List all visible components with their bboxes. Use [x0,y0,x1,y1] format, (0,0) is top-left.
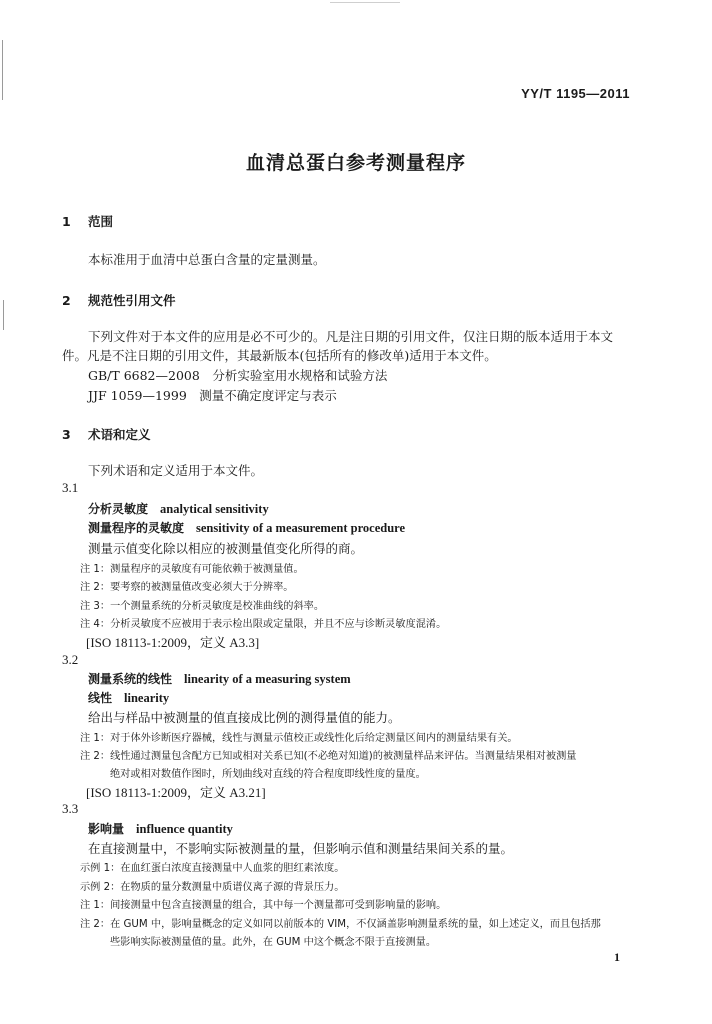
normative-reference: JJF 1059—1999 测量不确定度评定与表示 [88,388,337,403]
term-zh: 测量系统的线性 [88,672,173,686]
scan-speck [3,300,4,330]
term-note-continued: 绝对或相对数值作图时，所划曲线对直线的符合程度即线性度的量度。 [110,769,426,780]
section-number: 1 [62,214,71,229]
section-1-heading [62,212,113,230]
term-note-continued: 些影响实际被测量值的量。此外，在 GUM 中这个概念不限于直接测量。 [110,937,437,948]
standard-code: YY/T 1195—2011 [521,86,630,101]
section-number: 2 [62,293,71,308]
term-note: 注 1：测量程序的灵敏度有可能依赖于被测量值。 [80,564,304,575]
clause-number: 3.1 [62,480,79,495]
term-note: 注 1：对于体外诊断医疗器械，线性与测量示值校正或线性化后给定测量区间内的测量结果有关。 [80,733,518,744]
term-definition: 测量示值变化除以相应的被测量值变化所得的商。 [88,541,364,556]
term-entry [88,820,233,837]
page-number: 1 [614,950,620,964]
term-note: 注 2：线性通过测量包含配方已知或相对关系已知(不必绝对知道)的被测量样品来评估。当测量结果相对被测量 [80,751,577,762]
term-en: linearity of a measuring system [184,672,351,686]
term-source: [ISO 18113-1:2009，定义 A3.21] [86,785,266,800]
term-note: 注 3：一个测量系统的分析灵敏度是校准曲线的斜率。 [80,601,325,612]
term-zh: 测量程序的灵敏度 [88,521,185,535]
term-en: analytical sensitivity [160,502,269,516]
term-note: 注 2：在 GUM 中，影响量概念的定义如同以前版本的 VIM，不仅涵盖影响测量系统的量，如上述定义，而且包括那 [80,919,601,930]
term-example: 示例 1：在血红蛋白浓度直接测量中人血浆的胆红素浓度。 [80,863,345,874]
document-title: 血清总蛋白参考测量程序 [245,152,466,174]
scan-speck [330,2,400,3]
clause-number: 3.2 [62,652,79,667]
normative-reference: GB/T 6682—2008 分析实验室用水规格和试验方法 [88,368,388,383]
term-zh: 线性 [88,691,113,705]
term-entry [88,689,169,706]
term-zh: 分析灵敏度 [88,502,149,516]
term-en: sensitivity of a measurement procedure [196,521,406,535]
normative-paragraph-line-2: 件。凡是不注日期的引用文件，其最新版本(包括所有的修改单)适用于本文件。 [62,348,497,363]
term-zh: 影响量 [88,822,125,836]
section-2-heading [62,291,176,309]
term-entry [88,500,269,517]
term-entry [88,670,351,687]
terms-intro: 下列术语和定义适用于本文件。 [88,463,264,478]
term-source: [ISO 18113-1:2009，定义 A3.3] [86,635,260,650]
clause-number: 3.3 [62,801,79,816]
term-note: 注 2：要考察的被测量值改变必须大于分辨率。 [80,582,294,593]
term-definition: 给出与样品中被测量的值直接成比例的测得量值的能力。 [88,710,401,725]
normative-paragraph-line-1: 下列文件对于本文件的应用是必不可少的。凡是注日期的引用文件，仅注日期的版本适用于本文 [88,329,614,344]
section-title: 范围 [88,214,114,229]
term-en: influence quantity [136,822,233,836]
scan-speck [2,40,3,100]
section-title: 术语和定义 [88,427,151,442]
term-definition: 在直接测量中，不影响实际被测量的量，但影响示值和测量结果间关系的量。 [88,841,514,856]
term-example: 示例 2：在物质的量分数测量中质谱仪离子源的背景压力。 [80,882,345,893]
term-en: linearity [124,691,170,705]
term-note: 注 1：间接测量中包含直接测量的组合，其中每一个测量都可受到影响量的影响。 [80,900,447,911]
section-3-heading [62,425,151,443]
section-number: 3 [62,427,71,442]
term-entry [88,519,405,536]
section-title: 规范性引用文件 [88,293,176,308]
term-note: 注 4：分析灵敏度不应被用于表示检出限或定量限，并且不应与诊断灵敏度混淆。 [80,619,447,630]
scope-text: 本标准用于血清中总蛋白含量的定量测量。 [88,252,326,267]
